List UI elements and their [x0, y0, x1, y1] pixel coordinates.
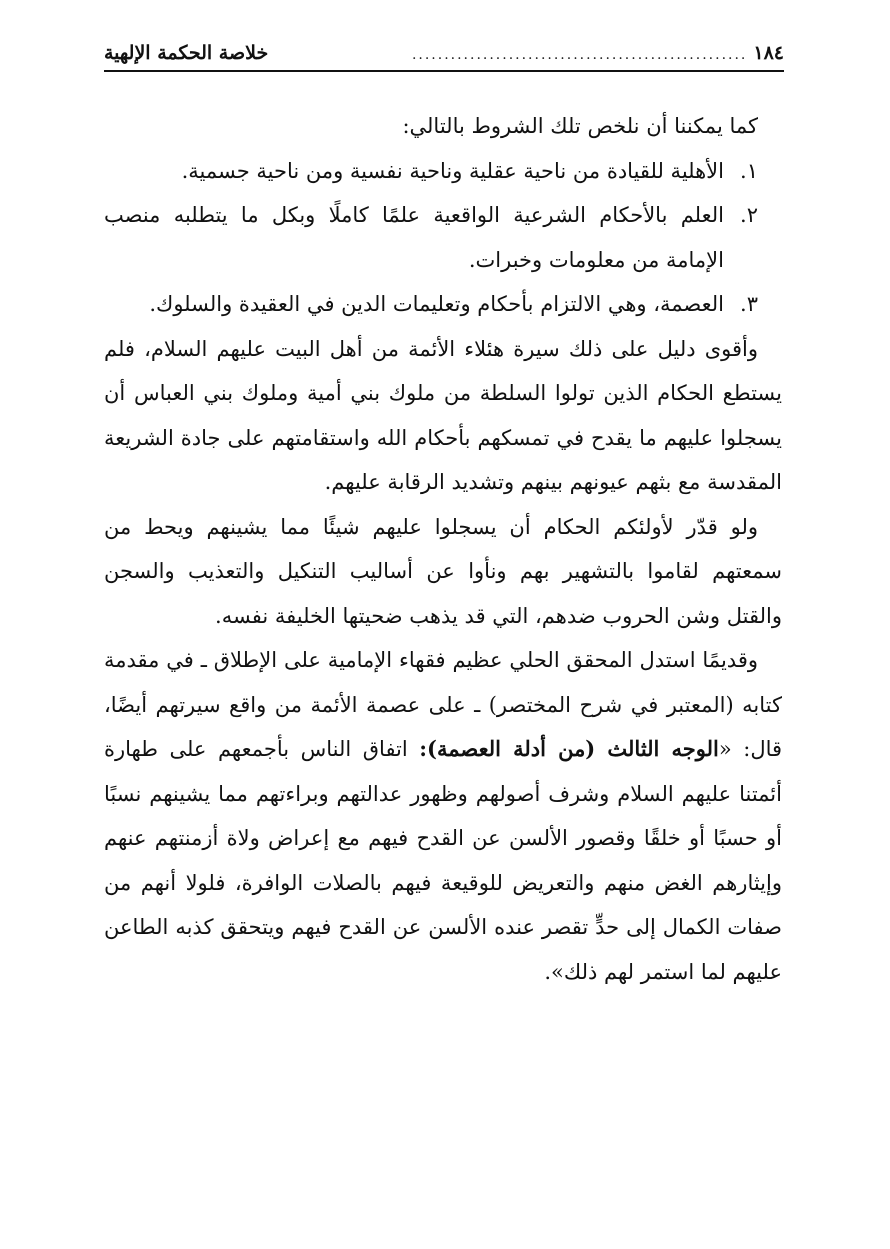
list-intro: كما يمكننا أن نلخص تلك الشروط بالتالي:	[402, 114, 758, 138]
condition-item	[104, 193, 782, 282]
paragraph-hypothetical: ولو قدّر لأولئكم الحكام أن يسجلوا عليهم شيئًا مما يشينهم ويحط من سمعتهم لقاموا بالتشهير بهم ونأوا عن أساليب التنكيل والتعذيب والسجن والقتل وشن الحروب ضدهم، التي قد يذهب ضحيتها الخليفة نفسه.	[104, 514, 782, 628]
condition-text: العصمة، وهي الالتزام بأحكام وتعليمات الدين في العقيدة والسلوك.	[149, 292, 724, 316]
header-rule	[104, 70, 784, 72]
header-leader-dots: ....................................................	[411, 47, 748, 63]
quotation-heading: الوجه الثالث (من أدلة العصمة):	[419, 736, 719, 761]
book-title: خلاصة الحكمة الإلهية	[104, 42, 269, 64]
condition-number: ٢.	[740, 203, 758, 227]
page-body	[104, 104, 782, 994]
quotation-intro: وقديمًا استدل المحقق الحلي عظيم فقهاء الإمامية على الإطلاق ـ في مقدمة كتابه (المعتبر في شرح المختصر) ـ على عصمة الأئمة من واقع سيرتهم أيضًا، قال: «	[104, 648, 783, 761]
paragraph-evidence: وأقوى دليل على ذلك سيرة هئلاء الأئمة من أهل البيت عليهم السلام، فلم يستطع الحكام الذين تولوا السلطة من ملوك بني أمية وملوك بني العباس أن يسجلوا عليهم ما يقدح في تمسكهم بأحكام الله واستقامتهم على جادة الشريعة المقدسة مع بثهم عيونهم بينهم وتشديد الرقابة عليهم.	[104, 336, 782, 494]
page-number: ١٨٤	[753, 42, 784, 64]
condition-text: العلم بالأحكام الشرعية الواقعية علمًا كاملًا وبكل ما يتطلبه منصب الإمامة من معلومات وخبرات.	[104, 203, 724, 272]
condition-text: الأهلية للقيادة من ناحية عقلية وناحية نفسية ومن ناحية جسمية.	[181, 158, 724, 183]
running-header	[104, 32, 784, 68]
quotation-body: اتفاق الناس بأجمعهم على طهارة أئمتنا عليهم السلام وشرف أصولهم وظهور عدالتهم وبراءتهم مما يشينهم نسبًا أو حسبًا أو خلقًا وقصور الألسن عن القدح فيهم مع إعراض ولاة أزمنتهم عنهم وإيثارهم الغض منهم والتعريض للوقيعة فيهم بالصلات الوافرة، فلولا أنهم من صفات الكمال إلى حدٍّ تقصر عنده الألسن عن القدح فيهم ويتحقق كذبه الطاعن عليهم لما استمر لهم ذلك».	[104, 737, 782, 984]
paragraph-quotation	[104, 638, 782, 994]
condition-number: ٣.	[740, 292, 758, 316]
condition-number: ١.	[740, 158, 758, 183]
condition-item	[104, 149, 782, 194]
condition-item	[104, 282, 782, 327]
